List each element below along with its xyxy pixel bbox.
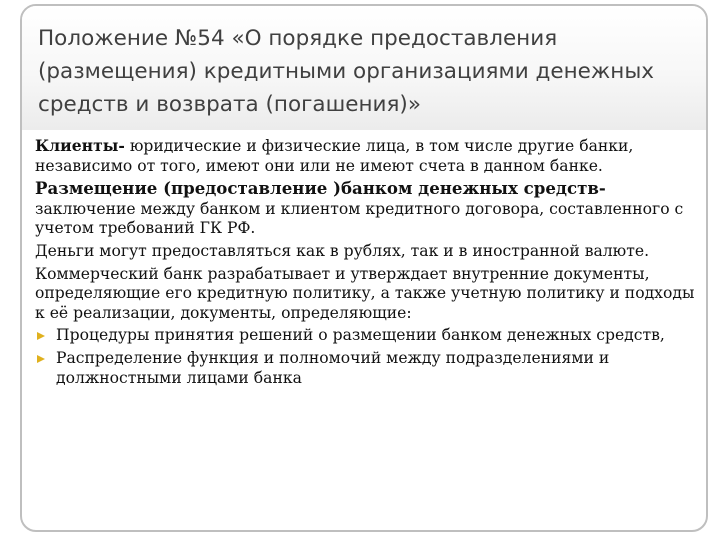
paragraph-text-clients: юридические и физические лица, в том числе другие банки, независимо от того, имеют они или не имеют счета в данном банке. <box>35 137 634 175</box>
slide-title: Положение №54 «О порядке предоставления (размещения) кредитными организациями денежных средств и возврата (погашения)» <box>38 26 655 117</box>
slide-frame <box>20 4 708 532</box>
bullet-triangle-icon <box>37 355 45 363</box>
paragraph-clients <box>35 136 703 176</box>
paragraph-placement <box>35 179 703 239</box>
bullet-triangle-icon <box>37 332 45 340</box>
paragraph-text-placement: заключение между банком и клиентом кредитного договора, составленного с учетом требований ГК РФ. <box>35 199 684 238</box>
slide-body <box>35 136 703 391</box>
paragraph-lead-placement: Размещение (предоставление )банком денежных средств- <box>35 178 606 199</box>
paragraph-lead-clients: Клиенты- <box>35 136 125 155</box>
bullet-text-distribution: Распределение функция и полномочий между подразделениями и должностными лицами банка <box>56 348 610 387</box>
bullet-item-distribution <box>35 349 703 388</box>
bullet-text-decisions: Процедуры принятия решений о размещении банком денежных средств, <box>56 326 665 345</box>
title-band <box>22 6 706 130</box>
paragraph-internal-documents: Коммерческий банк разрабатывает и утверждает внутренние документы, определяющие его кредитную политику, а также учетную политику и подходы к её реализации, документы, определяющие: <box>35 264 695 322</box>
bullet-item-decisions <box>35 326 703 346</box>
paragraph-currency: Деньги могут предоставляться как в рублях, так и в иностранной валюте. <box>35 241 650 260</box>
